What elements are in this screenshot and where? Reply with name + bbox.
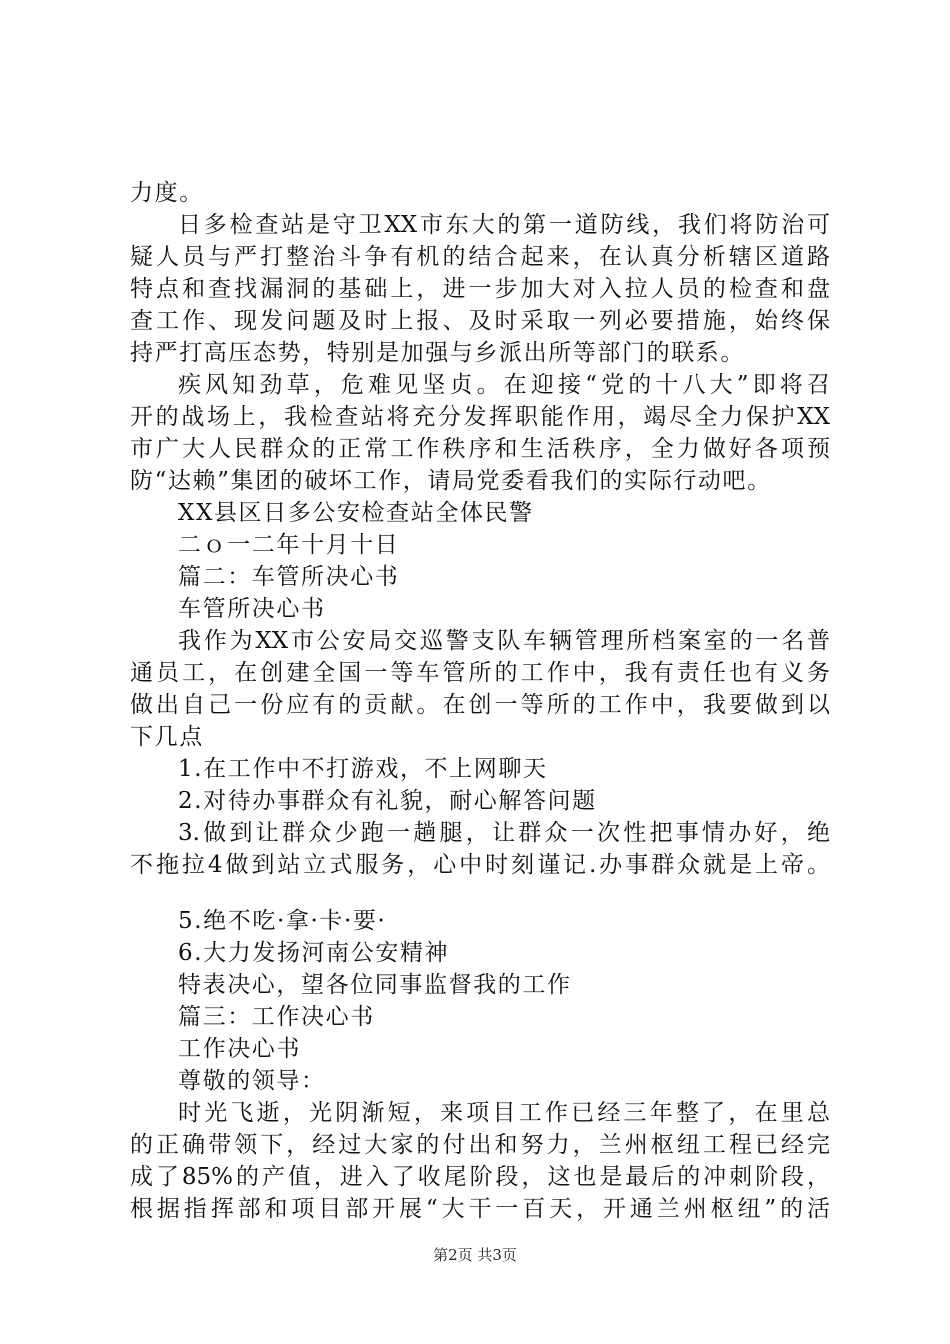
list-item: 1.在工作中不打游戏，不上网聊天 xyxy=(178,756,548,782)
text-line: 成了85%的产值，进入了收尾阶段，这也是最后的冲刺阶段， xyxy=(130,1164,830,1190)
text-line: 疑人员与严打整治斗争有机的结合起来，在认真分析辖区道路 xyxy=(130,244,830,270)
date-line: 二ｏ一二年十月十日 xyxy=(178,532,400,558)
text-line: 防“达赖”集团的破坏工作，请局党委看我们的实际行动吧。 xyxy=(130,468,772,494)
section-title: 车管所决心书 xyxy=(178,596,326,622)
section-heading: 篇三：工作决心书 xyxy=(178,1004,375,1030)
text-line: 根据指挥部和项目部开展“大干一百天，开通兰州枢纽”的活 xyxy=(130,1196,830,1222)
page-number-footer: 第2页 共3页 xyxy=(433,1246,517,1264)
text-line: 特表决心，望各位同事监督我的工作 xyxy=(178,972,572,998)
salutation: 尊敬的领导： xyxy=(178,1068,326,1094)
list-item: 3.做到让群众少跑一趟腿，让群众一次性把事情办好，绝 xyxy=(178,820,830,846)
text-line: 的正确带领下，经过大家的付出和努力，兰州枢纽工程已经完 xyxy=(130,1132,830,1158)
text-line: 不拖拉4做到站立式服务，心中时刻谨记.办事群众就是上帝。 xyxy=(130,852,830,878)
text-line: 开的战场上，我检查站将充分发挥职能作用，竭尽全力保护XX xyxy=(130,404,830,430)
text-line: 持严打高压态势，特别是加强与乡派出所等部门的联系。 xyxy=(130,340,745,366)
list-item: 2.对待办事群众有礼貌，耐心解答问题 xyxy=(178,788,597,814)
text-line: 做出自己一份应有的贡献。在创一等所的工作中，我要做到以 xyxy=(130,692,830,718)
text-line: 特点和查找漏洞的基础上，进一步加大对入拉人员的检查和盘 xyxy=(130,276,830,302)
text-line: 查工作、现发问题及时上报、及时采取一列必要措施，始终保 xyxy=(130,308,830,334)
paragraph-first-line: 日多检查站是守卫XX市东大的第一道防线，我们将防治可 xyxy=(178,212,830,238)
text-line: 下几点 xyxy=(130,724,204,750)
list-item: 5.绝不吃·拿·卡·要· xyxy=(178,908,387,934)
text-line: 通员工，在创建全国一等车管所的工作中，我有责任也有义务 xyxy=(130,660,830,686)
section-title: 工作决心书 xyxy=(178,1036,301,1062)
section-heading: 篇二：车管所决心书 xyxy=(178,564,400,590)
text-line: 力度。 xyxy=(130,180,204,206)
paragraph-first-line: 时光飞逝，光阴渐短，来项目工作已经三年整了，在里总 xyxy=(178,1100,830,1126)
signature-line: XX县区日多公安检查站全体民警 xyxy=(178,500,534,526)
paragraph-first-line: 疾风知劲草，危难见坚贞。在迎接“党的十八大”即将召 xyxy=(178,372,830,398)
paragraph-first-line: 我作为XX市公安局交巡警支队车辆管理所档案室的一名普 xyxy=(178,628,830,654)
text-line: 市广大人民群众的正常工作秩序和生活秩序，全力做好各项预 xyxy=(130,436,830,462)
list-item: 6.大力发扬河南公安精神 xyxy=(178,940,450,966)
